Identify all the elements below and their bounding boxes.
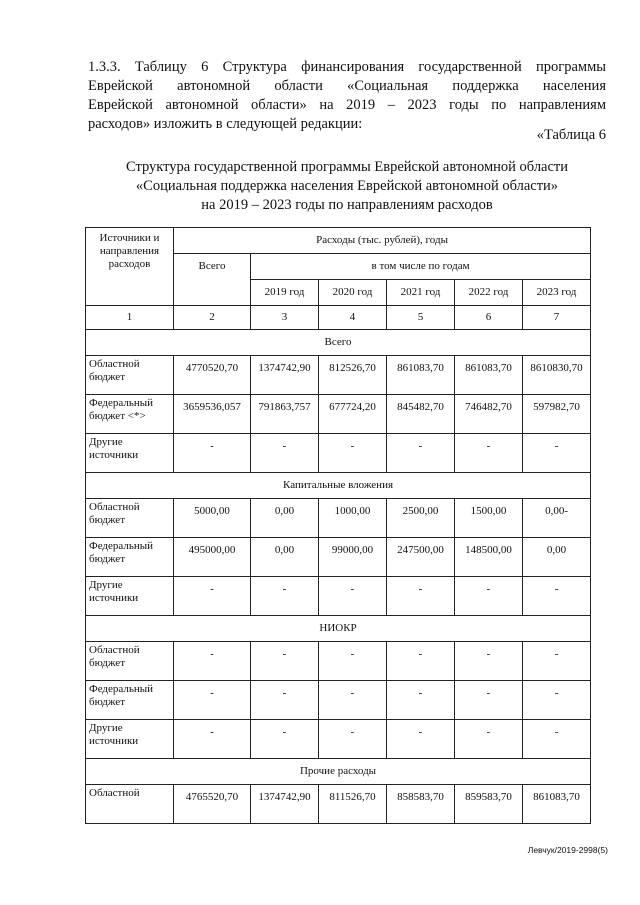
row-label: Федеральный бюджет [86, 681, 174, 720]
value-cell: - [455, 720, 523, 759]
header-year: 2019 год [251, 280, 319, 306]
section-title: НИОКР [86, 616, 591, 642]
table-title-line: «Социальная поддержка населения Еврейской автономной области» [135, 178, 559, 194]
value-cell: 0,00- [523, 499, 591, 538]
row-label: Областной бюджет [86, 356, 174, 395]
value-cell: - [174, 434, 251, 473]
value-cell: - [174, 577, 251, 616]
value-cell: - [319, 577, 387, 616]
intro-line: Еврейской автономной области «Социальная поддержка населения [88, 78, 606, 94]
table-row [86, 642, 591, 681]
value-cell: 861083,70 [455, 356, 523, 395]
value-cell: - [251, 681, 319, 720]
value-cell: 677724,20 [319, 395, 387, 434]
section-title: Капитальные вложения [86, 473, 591, 499]
value-cell: - [455, 577, 523, 616]
value-cell: 1374742,90 [251, 356, 319, 395]
column-number: 1 [86, 306, 174, 330]
value-cell: - [251, 642, 319, 681]
value-cell: 3659536,057 [174, 395, 251, 434]
header-year: 2023 год [523, 280, 591, 306]
column-number: 4 [319, 306, 387, 330]
value-cell: 859583,70 [455, 785, 523, 824]
intro-line: 1.3.3. Таблицу 6 Структура финансирования государственной программы [88, 59, 606, 75]
value-cell: 1000,00 [319, 499, 387, 538]
header-year: 2021 год [387, 280, 455, 306]
value-cell: - [319, 720, 387, 759]
value-cell: - [174, 681, 251, 720]
value-cell: 8610830,70 [523, 356, 591, 395]
value-cell: 247500,00 [387, 538, 455, 577]
value-cell: 1374742,90 [251, 785, 319, 824]
header-total: Всего [174, 254, 251, 306]
table-number-label: «Таблица 6 [536, 127, 606, 143]
value-cell: 5000,00 [174, 499, 251, 538]
value-cell: - [523, 642, 591, 681]
table-title-line: Структура государственной программы Еврейской автономной области [125, 159, 569, 175]
value-cell: - [387, 642, 455, 681]
value-cell: 0,00 [251, 499, 319, 538]
financing-table [85, 227, 591, 824]
document-code: Левчук/2019-2998(5) [527, 845, 608, 855]
value-cell: - [387, 720, 455, 759]
value-cell: - [174, 642, 251, 681]
value-cell: - [251, 434, 319, 473]
column-number: 5 [387, 306, 455, 330]
header-by-year: в том числе по годам [251, 254, 591, 280]
header-expenses: Расходы (тыс. рублей), годы [174, 228, 591, 254]
value-cell: 99000,00 [319, 538, 387, 577]
row-label: Федеральный бюджет <*> [86, 395, 174, 434]
section-row [86, 759, 591, 785]
value-cell: 2500,00 [387, 499, 455, 538]
section-row [86, 473, 591, 499]
value-cell: - [251, 577, 319, 616]
row-label: Областной бюджет [86, 642, 174, 681]
table-row [86, 434, 591, 473]
value-cell: 148500,00 [455, 538, 523, 577]
value-cell: 4770520,70 [174, 356, 251, 395]
table-row [86, 681, 591, 720]
column-number: 3 [251, 306, 319, 330]
value-cell: - [174, 720, 251, 759]
table-title [85, 158, 609, 215]
value-cell: 791863,757 [251, 395, 319, 434]
value-cell: 4765520,70 [174, 785, 251, 824]
row-label: Областной [86, 785, 174, 824]
table-row [86, 356, 591, 395]
value-cell: - [455, 434, 523, 473]
value-cell: - [319, 642, 387, 681]
value-cell: 597982,70 [523, 395, 591, 434]
value-cell: 845482,70 [387, 395, 455, 434]
table-row [86, 720, 591, 759]
header-sources: Источники и направления расходов [86, 228, 174, 306]
value-cell: - [251, 720, 319, 759]
header-year: 2022 год [455, 280, 523, 306]
column-number: 7 [523, 306, 591, 330]
value-cell: 812526,70 [319, 356, 387, 395]
table-title-line: на 2019 – 2023 годы по направлениям расходов [201, 197, 493, 213]
value-cell: 861083,70 [387, 356, 455, 395]
section-row [86, 330, 591, 356]
table-row [86, 538, 591, 577]
header-year: 2020 год [319, 280, 387, 306]
row-label: Областной бюджет [86, 499, 174, 538]
table-row [86, 785, 591, 824]
column-number: 2 [174, 306, 251, 330]
table-row [86, 577, 591, 616]
value-cell: - [523, 434, 591, 473]
value-cell: 1500,00 [455, 499, 523, 538]
intro-line: расходов» изложить в следующей редакции: [88, 116, 363, 132]
value-cell: - [523, 720, 591, 759]
value-cell: 0,00 [523, 538, 591, 577]
value-cell: - [523, 681, 591, 720]
section-row [86, 616, 591, 642]
intro-line: Еврейской автономной области» на 2019 – 2023 годы по направлениям [88, 97, 606, 113]
table-body [86, 330, 591, 824]
value-cell: - [455, 681, 523, 720]
value-cell: 495000,00 [174, 538, 251, 577]
section-title: Всего [86, 330, 591, 356]
table-row [86, 395, 591, 434]
column-number: 6 [455, 306, 523, 330]
value-cell: - [455, 642, 523, 681]
value-cell: - [523, 577, 591, 616]
table-row [86, 499, 591, 538]
value-cell: 811526,70 [319, 785, 387, 824]
value-cell: 746482,70 [455, 395, 523, 434]
section-title: Прочие расходы [86, 759, 591, 785]
value-cell: - [387, 681, 455, 720]
value-cell: - [319, 681, 387, 720]
value-cell: 858583,70 [387, 785, 455, 824]
value-cell: 861083,70 [523, 785, 591, 824]
value-cell: - [387, 434, 455, 473]
intro-paragraph [88, 58, 606, 134]
value-cell: - [387, 577, 455, 616]
value-cell: - [319, 434, 387, 473]
row-label: Другие источники [86, 577, 174, 616]
row-label: Другие источники [86, 720, 174, 759]
row-label: Федеральный бюджет [86, 538, 174, 577]
row-label: Другие источники [86, 434, 174, 473]
value-cell: 0,00 [251, 538, 319, 577]
